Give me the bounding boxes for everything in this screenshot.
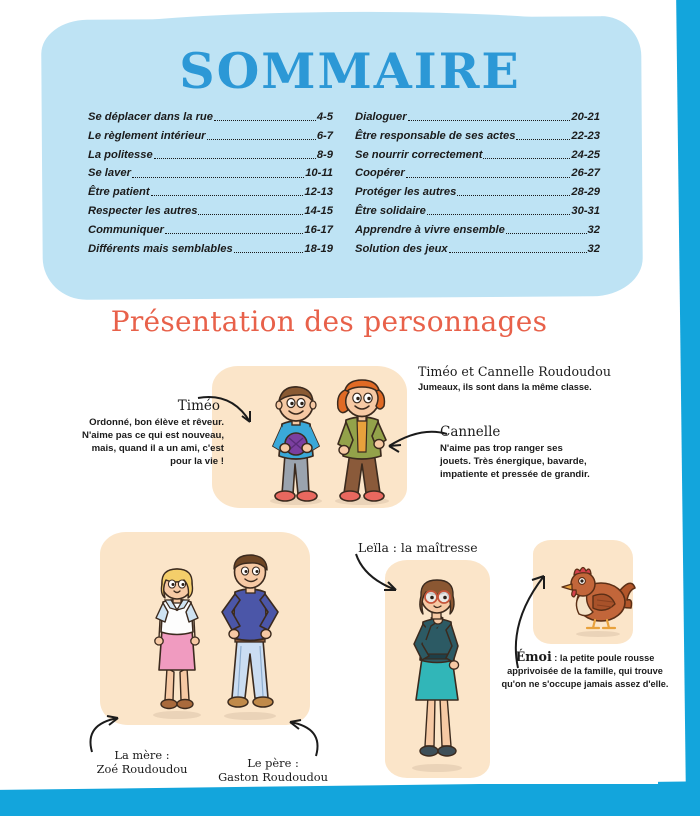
caption-mother-line2: Zoé Roudoudou — [96, 762, 188, 777]
toc-leader-dots — [483, 156, 570, 159]
caption-mother-line1: La mère : — [114, 748, 170, 762]
toc-entry-pages: 24-25 — [571, 148, 600, 161]
illustration-emoi-hen — [557, 560, 639, 638]
toc-entry-pages: 16-17 — [304, 223, 333, 236]
caption-father — [198, 756, 348, 785]
toc-leader-dots — [154, 156, 316, 159]
toc-entry-label: Être solidaire — [355, 204, 426, 217]
toc-leader-dots — [506, 231, 587, 234]
toc-entry-label: Être responsable de ses actes — [355, 129, 516, 142]
toc-entry[interactable] — [88, 168, 333, 179]
toc-entry-pages: 6-7 — [316, 129, 333, 142]
toc-entry[interactable] — [88, 112, 333, 123]
character-name-twins: Timéo et Cannelle Roudoudou — [418, 364, 611, 379]
toc-leader-dots — [198, 212, 303, 215]
character-name-cannelle: Cannelle — [440, 424, 501, 440]
toc-entry[interactable] — [88, 187, 333, 198]
toc-entry-label: Différents mais semblables — [88, 242, 233, 255]
caption-mother — [82, 748, 202, 777]
arrow-to-leila — [352, 552, 410, 602]
page-title: SOMMAIRE — [179, 42, 521, 100]
toc-entry-pages: 14-15 — [304, 204, 333, 217]
character-description-timeo: Ordonné, bon élève et rêveur. N'aime pas ce qui est nouveau, mais, quand il a un ami, c'est pour la vie ! — [82, 417, 224, 468]
toc-leader-dots — [132, 175, 304, 178]
toc-entry[interactable] — [355, 150, 600, 161]
toc-leader-dots — [207, 137, 316, 140]
toc-entry[interactable] — [88, 131, 333, 142]
toc-entry-pages: 22-23 — [571, 129, 600, 142]
toc-entry[interactable] — [88, 225, 333, 236]
toc-entry[interactable] — [88, 244, 333, 255]
toc-entry-label: Apprendre à vivre ensemble — [355, 223, 505, 236]
toc-entry-label: Se laver — [88, 167, 131, 180]
toc-entry-pages: 20-21 — [571, 111, 600, 123]
toc-leader-dots — [427, 212, 570, 215]
toc-leader-dots — [457, 193, 570, 196]
toc-entry-label: Solution des jeux — [355, 242, 448, 255]
caption-father-line1: Le père : — [247, 756, 299, 770]
toc-entry-label: Communiquer — [88, 223, 164, 236]
character-description-emoi-text: : la petite poule rousse apprivoisée de la famille, qui trouve qu'on ne s'occupe jamais assez d'elle. — [501, 653, 669, 689]
toc-entry-label: Protéger les autres — [355, 186, 457, 199]
character-name-timeo: Timéo — [177, 398, 220, 414]
toc-entry[interactable] — [88, 150, 333, 161]
arrow-to-father — [278, 716, 322, 758]
toc-entry[interactable] — [355, 112, 600, 123]
toc-entry[interactable] — [355, 131, 600, 142]
character-block-leila — [358, 540, 518, 557]
toc-entry-label: Être patient — [88, 186, 150, 199]
toc-entry-label: Le règlement intérieur — [88, 129, 206, 142]
toc-leader-dots — [516, 137, 570, 140]
toc-entry-pages: 26-27 — [571, 167, 600, 180]
toc-columns — [88, 112, 600, 262]
character-block-timeo — [72, 398, 224, 468]
toc-entry[interactable] — [355, 206, 600, 217]
toc-leader-dots — [214, 118, 316, 121]
toc-entry[interactable] — [88, 206, 333, 217]
toc-entry[interactable] — [355, 225, 600, 236]
character-description-emoi — [500, 648, 670, 690]
toc-leader-dots — [234, 250, 304, 253]
toc-entry-label: Se déplacer dans la rue — [88, 111, 213, 123]
toc-entry[interactable] — [355, 168, 600, 179]
character-name-emoi: Émoi — [515, 649, 552, 664]
character-name-leila: Leïla : la maîtresse — [358, 540, 478, 555]
toc-entry-pages: 30-31 — [571, 204, 600, 217]
illustration-leila-teacher — [398, 578, 476, 774]
illustration-father — [210, 554, 290, 722]
toc-leader-dots — [408, 118, 571, 121]
toc-entry-label: Coopérer — [355, 167, 405, 180]
caption-father-line2: Gaston Roudoudou — [218, 770, 328, 785]
toc-entry-pages: 4-5 — [316, 111, 333, 123]
section-heading: Présentation des personnages — [110, 305, 548, 338]
toc-entry-pages: 8-9 — [316, 148, 333, 161]
toc-entry-label: Se nourrir correctement — [355, 148, 483, 161]
toc-entry-pages: 28-29 — [571, 186, 600, 199]
toc-entry-label: La politesse — [88, 148, 153, 161]
toc-leader-dots — [449, 250, 587, 253]
character-block-emoi — [500, 648, 670, 690]
character-block-twins — [418, 364, 638, 394]
toc-right-column — [355, 112, 600, 262]
toc-leader-dots — [406, 175, 571, 178]
toc-entry-pages: 32 — [587, 223, 600, 236]
toc-entry-pages: 18-19 — [304, 242, 333, 255]
toc-entry[interactable] — [355, 244, 600, 255]
toc-entry-label: Respecter les autres — [88, 204, 198, 217]
toc-leader-dots — [165, 231, 304, 234]
arrow-to-cannelle — [355, 428, 450, 462]
toc-leader-dots — [151, 193, 304, 196]
toc-entry-label: Dialoguer — [355, 111, 407, 123]
character-description-cannelle: N'aime pas trop ranger ses jouets. Très énergique, bavarde, impatiente et pressée de grandir. — [440, 443, 590, 481]
toc-entry-pages: 32 — [587, 242, 600, 255]
character-block-cannelle — [440, 424, 590, 481]
illustration-mother — [140, 568, 214, 720]
toc-entry-pages: 10-11 — [305, 167, 333, 180]
character-description-twins: Jumeaux, ils sont dans la même classe. — [418, 382, 592, 392]
toc-entry-pages: 12-13 — [304, 186, 333, 199]
toc-left-column — [88, 112, 333, 262]
toc-entry[interactable] — [355, 187, 600, 198]
